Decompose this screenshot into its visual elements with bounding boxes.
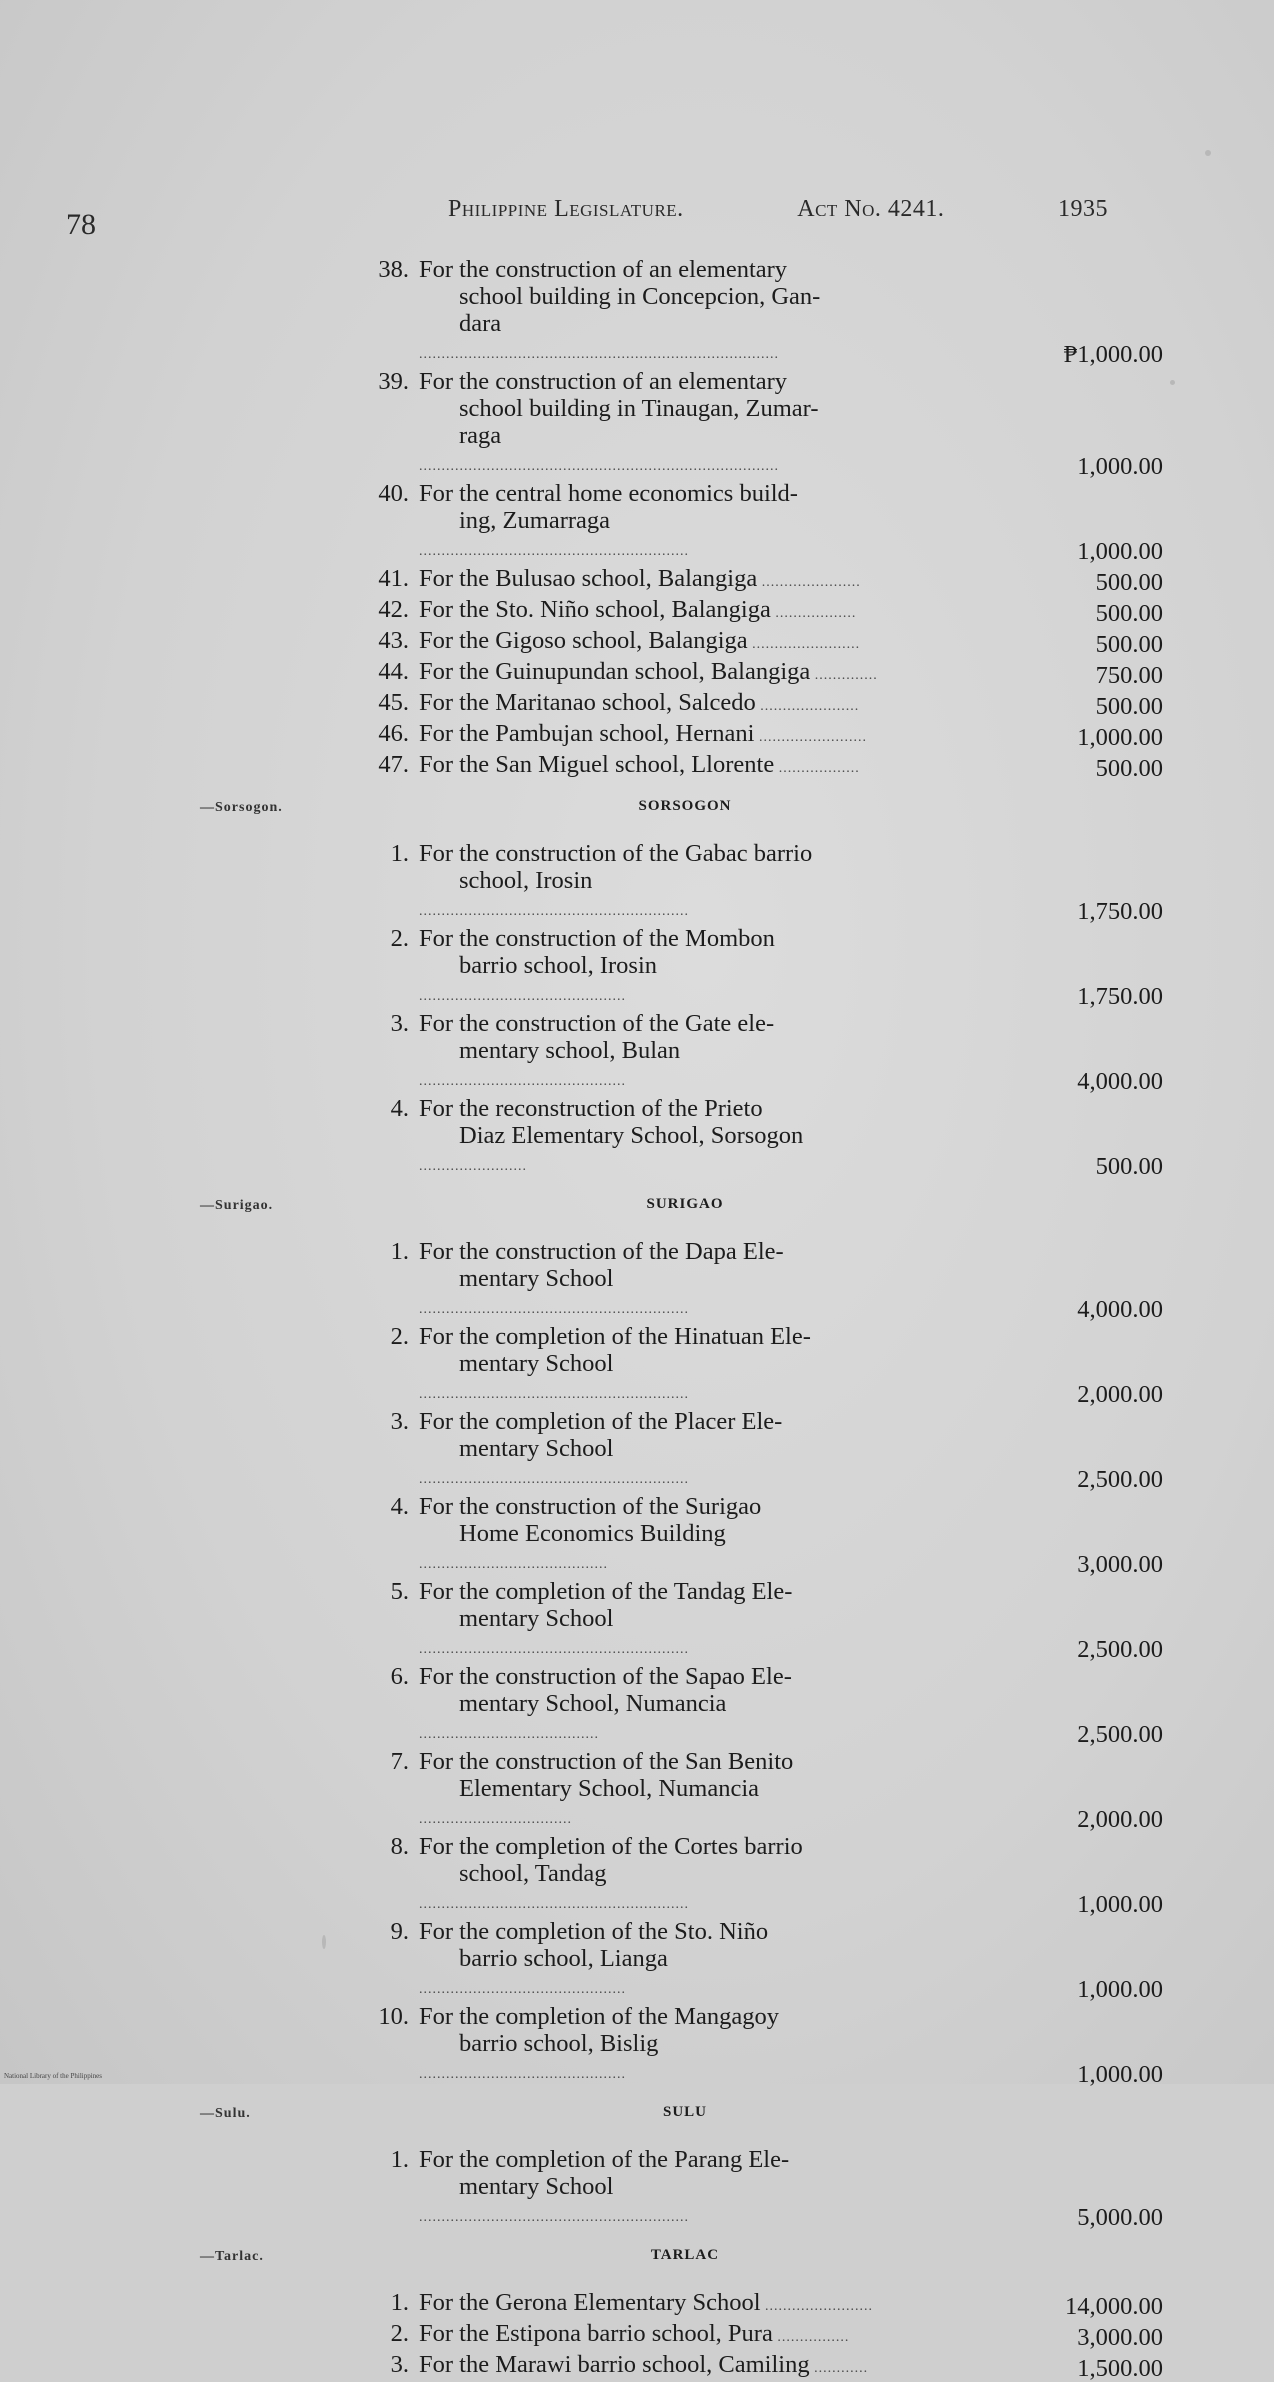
entry-description-line: For the Marawi barrio school, Camiling [419, 2351, 810, 2378]
entry-item [355, 1493, 1175, 1578]
entry-description-line: For the construction of the Gabac barrio [419, 840, 813, 867]
entry-amount: 2,500.00 [1077, 1721, 1163, 1748]
entry-item [355, 480, 1175, 565]
entry-description [419, 2146, 945, 2231]
entry-description-line: For the construction of the Dapa Ele- [419, 1238, 784, 1265]
entry-item [355, 565, 1175, 596]
dot-leader: ........................ [760, 2299, 874, 2314]
entry-item [355, 751, 1175, 782]
entry-row [355, 689, 1175, 720]
entry-number: 3. [390, 2351, 409, 2378]
dot-leader: ............................................................ [419, 1472, 689, 1487]
entry-item [355, 1918, 1175, 2003]
intro-entries [355, 256, 1175, 782]
entry-description-line: mentary School [459, 1350, 614, 1377]
dot-leader: ................................................................................ [419, 459, 779, 474]
entry-row [355, 1663, 1175, 1748]
entry-description [419, 480, 945, 565]
entry-item [355, 1578, 1175, 1663]
section-heading-text: SURIGAO [646, 1196, 724, 1212]
entry-amount: 3,000.00 [1077, 1551, 1163, 1578]
entry-description [419, 596, 945, 627]
entry-description [419, 2289, 945, 2320]
entry-amount: 1,000.00 [1077, 724, 1163, 751]
dot-leader: .................. [774, 761, 860, 776]
dot-leader: .............................................. [419, 1982, 626, 1997]
entry-row [355, 1095, 1175, 1180]
entry-row [355, 256, 1175, 368]
entry-number: 42. [378, 596, 409, 623]
margin-note: —Sorsogon. [200, 800, 283, 815]
section-heading-text: SULU [662, 2104, 707, 2120]
entry-description [419, 256, 945, 368]
entry-row [355, 1918, 1175, 2003]
entry-row [355, 627, 1175, 658]
entry-description [419, 720, 945, 751]
dot-leader: .............. [810, 668, 878, 683]
entry-number: 44. [378, 658, 409, 685]
entry-amount: ₱1,000.00 [1063, 341, 1163, 368]
entry-amount: 500.00 [1095, 1153, 1163, 1180]
entry-row [355, 596, 1175, 627]
dot-leader: ............................................................ [419, 1302, 689, 1317]
entry-row [355, 1238, 1175, 1323]
entry-item [355, 1833, 1175, 1918]
entry-row [355, 751, 1175, 782]
entry-description [419, 689, 945, 720]
entry-item [355, 2289, 1175, 2320]
entry-amount: 14,000.00 [1065, 2293, 1163, 2320]
entry-description-line: mentary School [459, 2173, 614, 2200]
entry-description-line: mentary School [459, 1435, 614, 1462]
entry-row [355, 720, 1175, 751]
entry-description-line: For the Guinupundan school, Balangiga [419, 658, 811, 685]
section-heading-text: TARLAC [650, 2247, 720, 2263]
entry-amount: 750.00 [1095, 662, 1163, 689]
entry-description [419, 1010, 945, 1095]
entry-description-line: For the completion of the Sto. Niño [419, 1918, 769, 1945]
paper-speck [322, 1935, 326, 1949]
entry-description-line: mentary School [459, 1265, 614, 1292]
entry-row [355, 2003, 1175, 2088]
entry-description [419, 1095, 945, 1180]
entry-description-line: For the completion of the Placer Ele- [419, 1408, 783, 1435]
dot-leader: .............................................. [419, 989, 626, 1004]
entry-row [355, 2146, 1175, 2231]
entry-description-line: school, Tandag [459, 1860, 607, 1887]
entry-description-line: For the reconstruction of the Prieto [419, 1095, 763, 1122]
running-head-act: Act No. 4241. [797, 196, 945, 222]
entry-number: 40. [378, 480, 409, 507]
entry-item [355, 689, 1175, 720]
dot-leader: .............................................. [419, 1074, 626, 1089]
entry-amount: 2,000.00 [1077, 1806, 1163, 1833]
entry-row [355, 368, 1175, 480]
entry-description [419, 751, 945, 782]
entry-amount: 1,000.00 [1077, 1976, 1163, 2003]
dot-leader: ........................ [419, 1159, 527, 1174]
dot-leader: .................. [770, 606, 857, 621]
dot-leader: .............................................. [419, 2067, 626, 2082]
entry-description-line: barrio school, Lianga [459, 1945, 668, 1972]
entry-row [355, 658, 1175, 689]
entry-description-line: dara [459, 310, 502, 337]
entry-description-line: For the construction of the Sapao Ele- [419, 1663, 792, 1690]
entry-item [355, 2351, 1175, 2382]
entry-number: 7. [390, 1748, 409, 1775]
entry-number: 4. [390, 1095, 409, 1122]
entry-amount: 500.00 [1095, 693, 1163, 720]
entry-row [355, 1010, 1175, 1095]
entry-description-line: raga [459, 422, 502, 449]
entry-number: 5. [390, 1578, 409, 1605]
entry-item [355, 368, 1175, 480]
entry-description-line: For the construction of an elementary [419, 256, 788, 283]
entry-row [355, 1493, 1175, 1578]
entry-description-line: For the construction of the Surigao [419, 1493, 762, 1520]
section-heading [200, 1196, 975, 1220]
entry-description [419, 1408, 945, 1493]
entry-row [355, 1748, 1175, 1833]
entry-item [355, 627, 1175, 658]
entry-number: 2. [390, 1323, 409, 1350]
dot-leader: ............................................................ [419, 904, 689, 919]
entry-item [355, 658, 1175, 689]
entry-description-line: barrio school, Bislig [459, 2030, 659, 2057]
entry-amount: 1,000.00 [1077, 1891, 1163, 1918]
dot-leader: ................................................................................ [419, 347, 779, 362]
entry-description [419, 565, 945, 596]
entry-item [355, 1663, 1175, 1748]
dot-leader: ........................ [754, 730, 867, 745]
entry-row [355, 2289, 1175, 2320]
entry-number: 1. [390, 2289, 409, 2316]
entry-amount: 1,750.00 [1077, 983, 1163, 1010]
entry-number: 46. [378, 720, 409, 747]
dot-leader: ............................................................ [419, 1387, 689, 1402]
entry-row [355, 565, 1175, 596]
entry-number: 3. [390, 1408, 409, 1435]
entry-description [419, 840, 945, 925]
dot-leader: ........................................ [419, 1727, 599, 1742]
margin-note: —Sulu. [200, 2106, 251, 2121]
entry-amount: 2,500.00 [1077, 1636, 1163, 1663]
entry-number: 41. [378, 565, 409, 592]
entry-amount: 500.00 [1095, 569, 1163, 596]
entry-description [419, 2003, 945, 2088]
entry-amount: 4,000.00 [1077, 1296, 1163, 1323]
entry-description [419, 627, 945, 658]
entry-row [355, 480, 1175, 565]
entry-description-line: For the construction of the Gate ele- [419, 1010, 775, 1037]
entry-item [355, 720, 1175, 751]
entry-number: 39. [378, 368, 409, 395]
entry-description-line: barrio school, Irosin [459, 952, 657, 979]
entry-description-line: mentary School, Numancia [459, 1690, 727, 1717]
page-number: 78 [66, 208, 96, 241]
entry-description-line: For the completion of the Hinatuan Ele- [419, 1323, 811, 1350]
entry-description [419, 368, 945, 480]
entry-description [419, 2320, 945, 2351]
entry-description-line: For the construction of an elementary [419, 368, 788, 395]
entry-description-line: For the Estipona barrio school, Pura [419, 2320, 773, 2347]
entry-number: 1. [390, 2146, 409, 2173]
entry-description-line: For the San Miguel school, Llorente [419, 751, 775, 778]
entry-description-line: For the Maritanao school, Salcedo [419, 689, 756, 716]
province-section [200, 2104, 1175, 2231]
entry-amount: 1,000.00 [1077, 2061, 1163, 2088]
dot-leader: ............................................................ [419, 544, 689, 559]
entry-amount: 500.00 [1095, 755, 1163, 782]
entry-number: 4. [390, 1493, 409, 1520]
entry-description [419, 1833, 945, 1918]
entry-amount: 500.00 [1095, 631, 1163, 658]
entry-description [419, 1578, 945, 1663]
entry-description [419, 2351, 945, 2382]
entry-item [355, 2146, 1175, 2231]
entry-item [355, 925, 1175, 1010]
entry-description-line: Diaz Elementary School, Sorsogon [459, 1122, 804, 1149]
entry-row [355, 1323, 1175, 1408]
section-heading-text: SORSOGON [638, 798, 732, 814]
entry-item [355, 1748, 1175, 1833]
entry-item [355, 1095, 1175, 1180]
section-heading [200, 2104, 975, 2128]
running-head-year: 1935 [1058, 196, 1108, 222]
entry-number: 38. [378, 256, 409, 283]
margin-note: —Tarlac. [200, 2249, 264, 2264]
entry-description-line: For the construction of the San Benito [419, 1748, 794, 1775]
entry-description-line: For the completion of the Parang Ele- [419, 2146, 790, 2173]
dot-leader: ...................... [757, 575, 861, 590]
dot-leader: ............................................................ [419, 1642, 689, 1657]
entry-description-line: mentary School [459, 1605, 614, 1632]
entry-description [419, 1238, 945, 1323]
entry-item [355, 256, 1175, 368]
entry-description-line: ing, Zumarraga [459, 507, 611, 534]
entry-number: 45. [378, 689, 409, 716]
entry-amount: 4,000.00 [1077, 1068, 1163, 1095]
entry-amount: 1,000.00 [1077, 453, 1163, 480]
entry-amount: 1,750.00 [1077, 898, 1163, 925]
entry-description [419, 1663, 945, 1748]
entry-number: 47. [378, 751, 409, 778]
entry-amount: 500.00 [1095, 600, 1163, 627]
entry-item [355, 2003, 1175, 2088]
entry-description [419, 925, 945, 1010]
entry-row [355, 2320, 1175, 2351]
entry-number: 43. [378, 627, 409, 654]
entry-description-line: For the Sto. Niño school, Balangiga [419, 596, 771, 623]
entry-item [355, 840, 1175, 925]
entry-row [355, 1408, 1175, 1493]
dot-leader: ................ [772, 2330, 850, 2345]
paper-speck [1205, 150, 1211, 156]
province-section [200, 1196, 1175, 2088]
entry-description-line: For the completion of the Tandag Ele- [419, 1578, 793, 1605]
entry-number: 6. [390, 1663, 409, 1690]
entry-item [355, 2320, 1175, 2351]
entry-description [419, 1918, 945, 2003]
entry-description [419, 1323, 945, 1408]
entry-row [355, 2351, 1175, 2382]
entry-description-line: school building in Tinaugan, Zumar- [459, 395, 819, 422]
entry-description-line: school building in Concepcion, Gan- [459, 283, 821, 310]
section-heading [200, 798, 975, 822]
entry-number: 10. [378, 2003, 409, 2030]
entry-amount: 5,000.00 [1077, 2204, 1163, 2231]
section-heading [200, 2247, 975, 2271]
entry-description-line: mentary school, Bulan [459, 1037, 681, 1064]
entry-item [355, 596, 1175, 627]
footer-note: National Library of the Philippines [4, 2072, 102, 2080]
entry-number: 1. [390, 1238, 409, 1265]
entry-amount: 3,000.00 [1077, 2324, 1163, 2351]
dot-leader: .................................. [419, 1812, 572, 1827]
entry-item [355, 1323, 1175, 1408]
entry-row [355, 1578, 1175, 1663]
province-section [200, 2247, 1175, 2382]
entry-description-line: For the central home economics build- [419, 480, 798, 507]
entry-row [355, 840, 1175, 925]
entry-description-line: For the Bulusao school, Balangiga [419, 565, 758, 592]
entry-item [355, 1238, 1175, 1323]
dot-leader: .......................................... [419, 1557, 608, 1572]
entry-description-line: For the completion of the Mangagoy [419, 2003, 779, 2030]
entry-amount: 2,500.00 [1077, 1466, 1163, 1493]
dot-leader: ............................................................ [419, 2210, 689, 2225]
dot-leader: ............ [809, 2361, 869, 2376]
entry-amount: 1,000.00 [1077, 538, 1163, 565]
appropriation-list [200, 256, 1175, 2382]
entry-number: 8. [390, 1833, 409, 1860]
entry-description-line: Home Economics Building [459, 1520, 726, 1547]
dot-leader: ...................... [755, 699, 860, 714]
entry-item [355, 1408, 1175, 1493]
dot-leader: ............................................................ [419, 1897, 689, 1912]
running-head [448, 196, 1108, 223]
entry-row [355, 1833, 1175, 1918]
entry-description-line: For the Gerona Elementary School [419, 2289, 761, 2316]
entry-description [419, 1748, 945, 1833]
entry-description [419, 1493, 945, 1578]
entry-amount: 2,000.00 [1077, 1381, 1163, 1408]
margin-note: —Surigao. [200, 1198, 274, 1213]
entry-description-line: For the construction of the Mombon [419, 925, 775, 952]
entry-row [355, 925, 1175, 1010]
entry-number: 3. [390, 1010, 409, 1037]
entry-number: 2. [390, 2320, 409, 2347]
entry-item [355, 1010, 1175, 1095]
entry-description-line: Elementary School, Numancia [459, 1775, 760, 1802]
entry-number: 1. [390, 840, 409, 867]
entry-description-line: school, Irosin [459, 867, 593, 894]
province-sections [200, 798, 1175, 2382]
province-section [200, 798, 1175, 1180]
entry-description-line: For the Pambujan school, Hernani [419, 720, 755, 747]
entry-number: 2. [390, 925, 409, 952]
running-head-title: Philippine Legislature. [448, 196, 684, 222]
entry-description-line: For the Gigoso school, Balangiga [419, 627, 748, 654]
entry-description-line: For the completion of the Cortes barrio [419, 1833, 803, 1860]
entry-number: 9. [390, 1918, 409, 1945]
entry-amount: 1,500.00 [1077, 2355, 1163, 2382]
dot-leader: ........................ [747, 637, 861, 652]
entry-description [419, 658, 945, 689]
